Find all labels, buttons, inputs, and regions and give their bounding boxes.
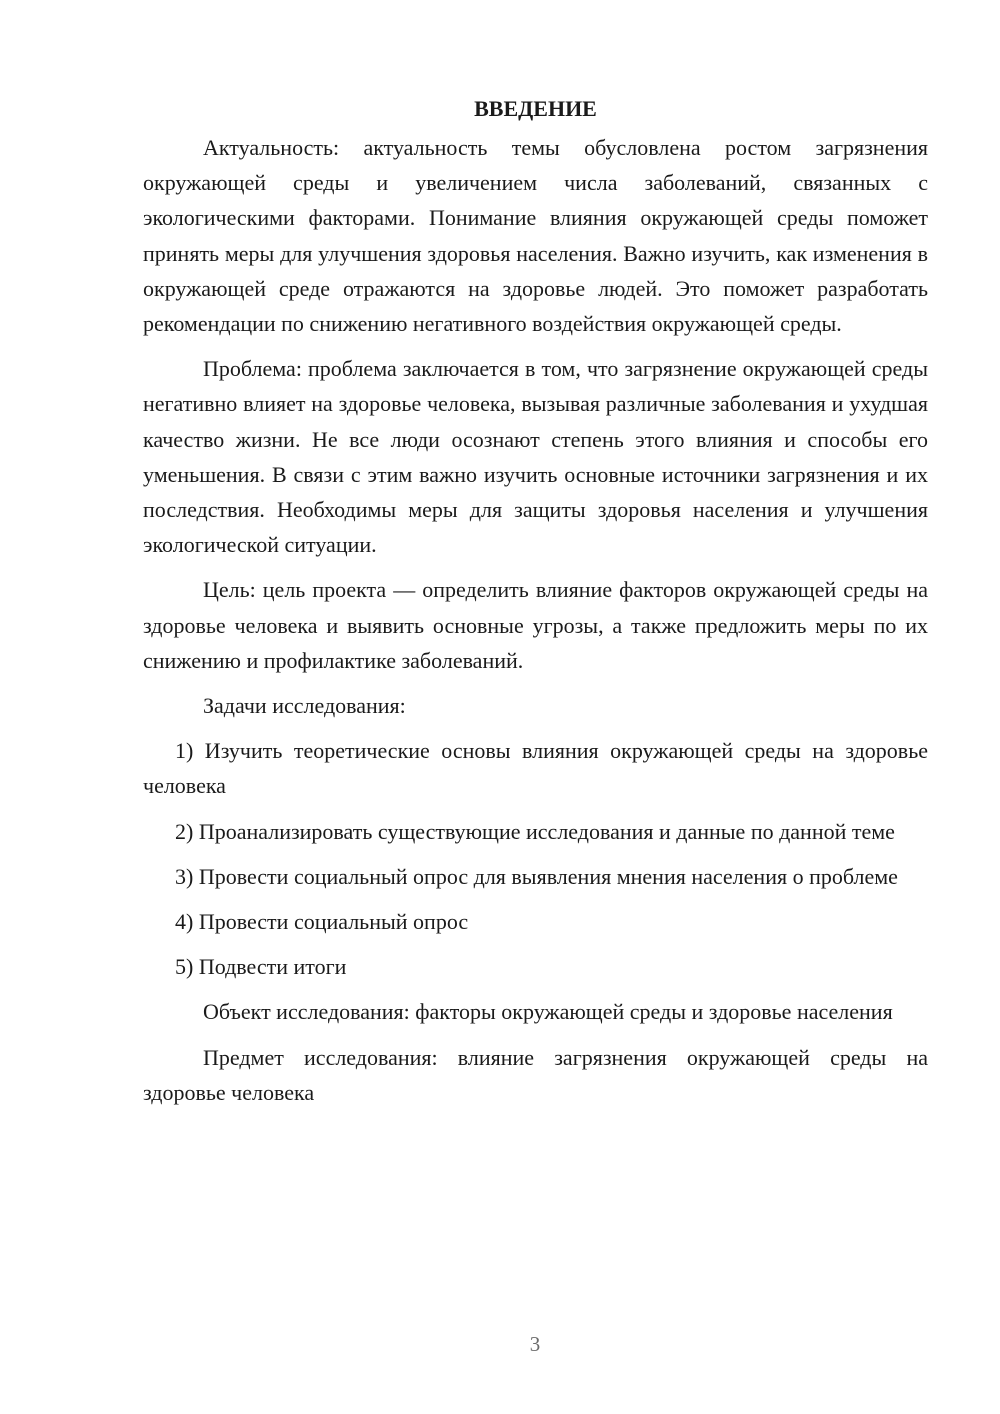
list-item: 1) Изучить теоретические основы влияния окружающей среды на здоровье человека [143, 738, 928, 799]
list-item: 3) Провести социальный опрос для выявления мнения населения о проблеме [175, 863, 898, 889]
page-number: 3 [529, 1332, 541, 1356]
paragraph-object: Объект исследования: факторы окружающей среды и здоровье населения [203, 999, 893, 1025]
page-title: ВВЕДЕНИЕ [474, 96, 597, 121]
paragraph-tasks-heading: Задачи исследования: [203, 693, 406, 719]
paragraph-goal: Цель: цель проекта — определить влияние факторов окружающей среды на здоровье человека и выявить основные угрозы, а также предложить меры по их снижению и профилактике заболеваний. [143, 577, 928, 673]
paragraph-relevance: Актуальность: актуальность темы обусловлена ростом загрязнения окружающей среды и увеличением числа заболеваний, связанных с экологическими факторами. Понимание влияния окружающей среды поможет принять меры для улучшения здоровья населения. Важно изучить, как изменения в окружающей среде отражаются на здоровье людей. Это поможет разработать рекомендации по снижению негативного воздействия окружающей среды. [143, 135, 928, 337]
list-item: 5) Подвести итоги [175, 954, 347, 980]
list-item: 2) Проанализировать существующие исследования и данные по данной теме [175, 818, 895, 844]
paragraph-subject: Предмет исследования: влияние загрязнения окружающей среды на здоровье человека [143, 1044, 928, 1105]
list-item: 4) Провести социальный опрос [175, 909, 469, 935]
paragraph-problem: Проблема: проблема заключается в том, что загрязнение окружающей среды негативно влияет на здоровье человека, вызывая различные заболевания и ухудшая качество жизни. Не все люди осознают степень этого влияния и способы его уменьшения. В связи с этим важно изучить основные источники загрязнения и их последствия. Необходимы меры для защиты здоровья населения и улучшения экологической ситуации. [143, 356, 928, 558]
document-page [143, 92, 928, 1120]
